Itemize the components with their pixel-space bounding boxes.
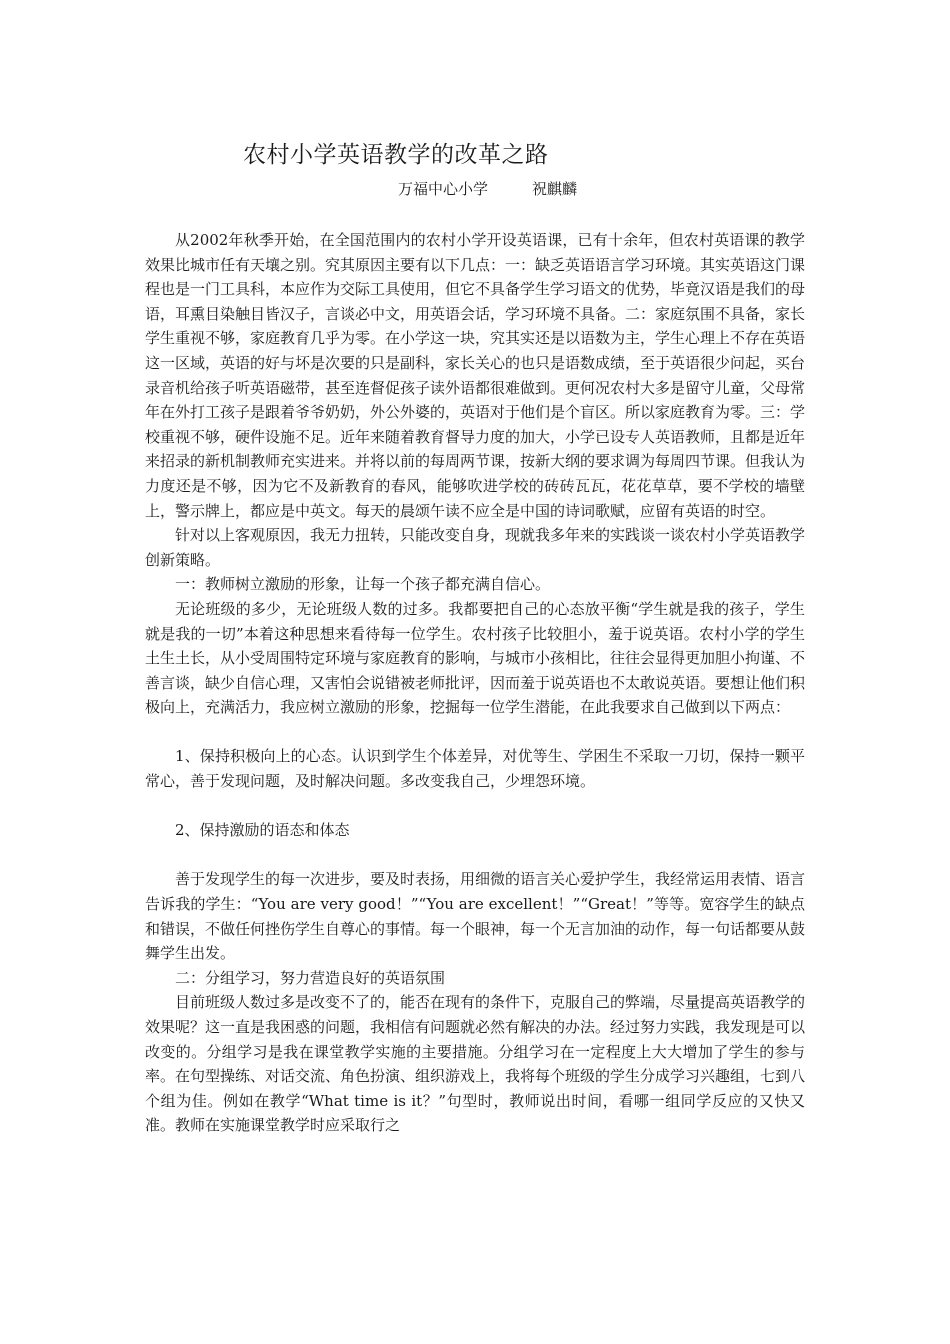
- author-name: 祝麒麟: [532, 180, 578, 198]
- paragraph-strategy-intro: 针对以上客观原因，我无力扭转，只能改变自身，现就我多年来的实践谈一谈农村小学英语教学创新策略。: [145, 526, 806, 569]
- section-heading-2: 二：分组学习，努力营造良好的英语氛围: [175, 968, 446, 987]
- document-body: [145, 228, 805, 1138]
- paragraph-background: 从2002年秋季开始，在全国范围内的农村小学开设英语课，已有十余年，但农村英语课的教学效果比城市任有天壤之别。究其原因主要有以下几点：一：缺乏英语语言学习环境。其实英语这门课程也是一门工具科，本应作为交际工具使用，但它不具备学生学习语文的优势，毕竟汉语是我们的母语，耳熏目染触目皆汉子，言谈必中文，用英语会话，学习环境不具备。二：家庭氛围不具备，家长学生重视不够，家庭教育几乎为零。在小学这一块，究其实还是以语数为主，学生心理上不存在英语这一区域，英语的好与坏是次要的只是副科，家长关心的也只是语数成绩，至于英语很少问起，买台录音机给孩子听英语磁带，甚至连督促孩子读外语都很难做到。更何况农村大多是留守儿童，父母常年在外打工孩子是跟着爷爷奶奶，外公外婆的，英语对于他们是个盲区。所以家庭教育为零。三：学校重视不够，硬件设施不足。近年来随着教育督导力度的加大，小学已设专人英语教师，且都是近年来招录的新机制教师充实进来。并将以前的每周两节课，按新大纲的要求调为每周四节课。但我认为力度还是不够，因为它不及新教育的春风，能够吹进学校的砖砖瓦瓦，花花草草，要不学校的墙壁上，警示牌上，都应是中英文。每天的晨颂午读不应全是中国的诗词歌赋，应留有英语的时空。: [145, 231, 806, 520]
- paragraph-praise: 善于发现学生的每一次进步，要及时表扬，用细微的语言关心爱护学生，我经常运用表情、语言告诉我的学生：“You are very good！”“You are excellent！”“Great！”等等。宽容学生的缺点和错误，不做任何挫伤学生自尊心的事情。每一个眼神，每一个无言加油的动作，每一句话都要从鼓舞学生出发。: [145, 870, 806, 963]
- byline: [398, 178, 577, 199]
- school-name: 万福中心小学: [398, 180, 489, 198]
- section-heading-1: 一：教师树立激励的形象，让每一个孩子都充满自信心。: [175, 575, 551, 594]
- list-item-1: 1、保持积极向上的心态。认识到学生个体差异，对优等生、学困生不采取一刀切，保持一颗平常心，善于发现问题，及时解决问题。多改变我自己，少埋怨环境。: [145, 747, 805, 791]
- document-title: 农村小学英语教学的改革之路: [243, 142, 549, 168]
- paragraph-group-learning: 目前班级人数过多是改变不了的，能否在现有的条件下，克服自己的弊端，尽量提高英语教学的效果呢？这一直是我困惑的问题，我相信有问题就必然有解决的办法。经过努力实践，我发现是可以改变的。分组学习是我在课堂教学实施的主要措施。分组学习在一定程度上大大增加了学生的参与率。在句型操练、对话交流、角色扮演、组织游戏上，我将每个班级的学生分成学习兴趣组，七到八个组为佳。例如在教学“What time is it？”句型时，教师说出时间，看哪一组同学反应的又快又准。教师在实施课堂教学时应采取行之: [145, 993, 806, 1135]
- paragraph-encouragement: 无论班级的多少，无论班级人数的过多。我都要把自己的心态放平衡“学生就是我的孩子，学生就是我的一切”本着这种思想来看待每一位学生。农村孩子比较胆小，羞于说英语。农村小学的学生土生土长，从小受周围特定环境与家庭教育的影响，与城市小孩相比，往往会显得更加胆小拘谨、不善言谈，缺少自信心理，又害怕会说错被老师批评，因而羞于说英语也不太敢说英语。要想让他们积极向上，充满活力，我应树立激励的形象，挖掘每一位学生潜能，在此我要求自己做到以下两点：: [145, 599, 806, 717]
- list-item-2: 2、保持激励的语态和体态: [175, 821, 350, 840]
